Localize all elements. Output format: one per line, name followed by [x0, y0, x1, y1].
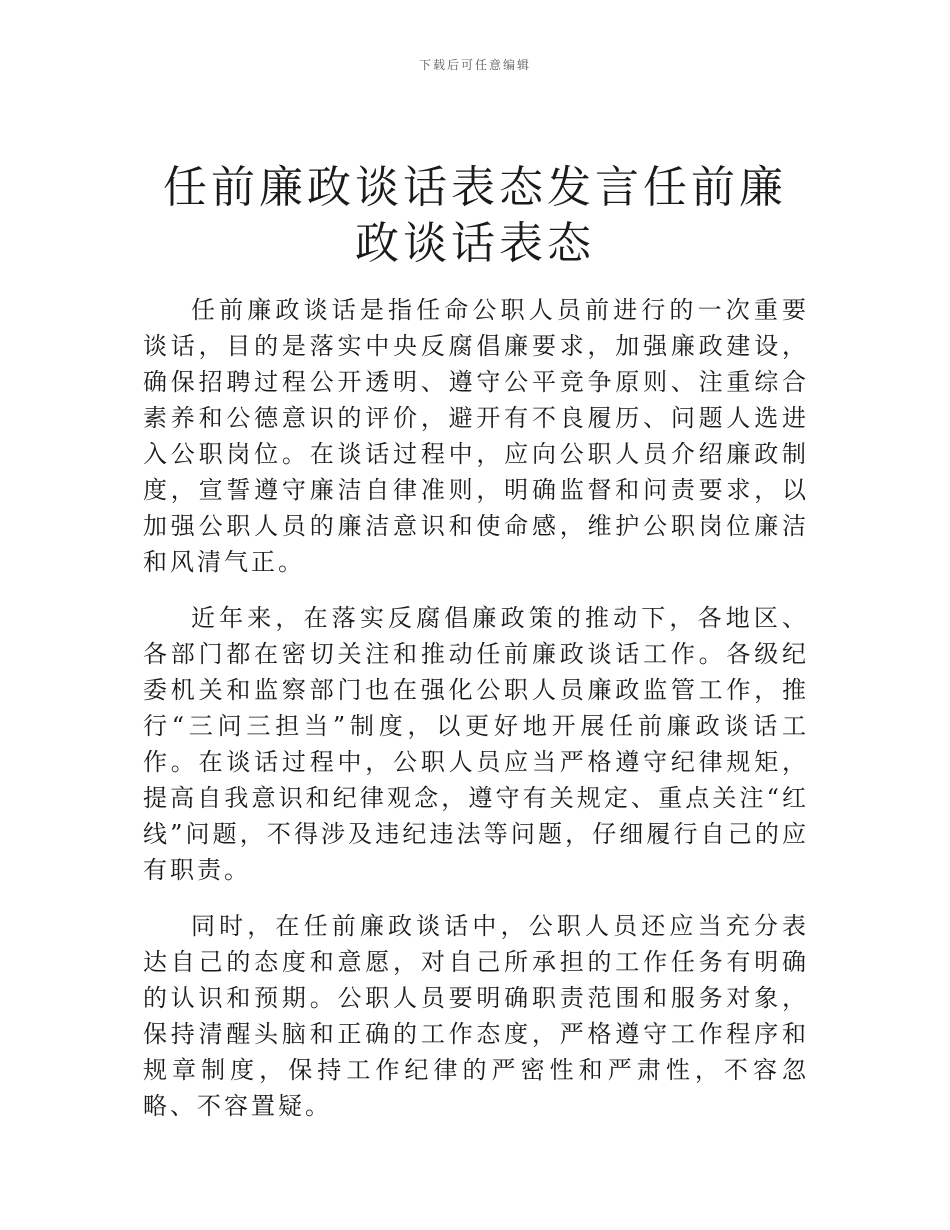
paragraph-2: 近年来，在落实反腐倡廉政策的推动下，各地区、各部门都在密切关注和推动任前廉政谈话工作。各级纪委机关和监察部门也在强化公职人员廉政监管工作，推行“三问三担当”制度，以更好地开展任前廉政谈话工作。在谈话过程中，公职人员应当严格遵守纪律规矩，提高自我意识和纪律观念，遵守有关规定、重点关注“红线”问题，不得涉及违纪违法等问题，仔细履行自己的应有职责。: [143, 604, 809, 884]
document-title: 任前廉政谈话表态发言任前廉政谈话表态: [163, 162, 787, 269]
paragraph-1: 任前廉政谈话是指任命公职人员前进行的一次重要谈话，目的是落实中央反腐倡廉要求，加强廉政建设，确保招聘过程公开透明、遵守公平竞争原则、注重综合素养和公德意识的评价，避开有不良履历、问题人选进入公职岗位。在谈话过程中，应向公职人员介绍廉政制度，宣誓遵守廉洁自律准则，明确监督和问责要求，以加强公职人员的廉洁意识和使命感，维护公职岗位廉洁和风清气正。: [143, 296, 809, 576]
paragraph-3: 同时，在任前廉政谈话中，公职人员还应当充分表达自己的态度和意愿，对自己所承担的工作任务有明确的认识和预期。公职人员要明确职责范围和服务对象，保持清醒头脑和正确的工作态度，严格遵守工作程序和规章制度，保持工作纪律的严密性和严肃性，不容忽略、不容置疑。: [143, 912, 809, 1120]
header-note: 下载后可任意编辑: [418, 58, 531, 72]
document-body: [143, 292, 809, 1144]
